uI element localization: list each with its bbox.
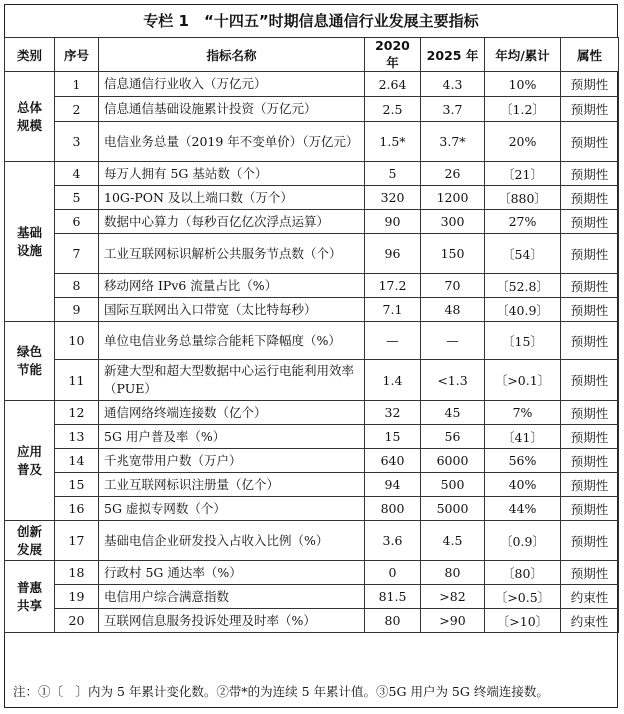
row-no: 15 bbox=[55, 473, 99, 497]
row-no: 14 bbox=[55, 449, 99, 473]
value-2025: >82 bbox=[421, 585, 485, 609]
indicator-name: 工业互联网标识解析公共服务节点数（个） bbox=[99, 234, 365, 274]
table-row bbox=[5, 425, 619, 449]
value-2020: 17.2 bbox=[365, 274, 421, 298]
indicator-name: 工业互联网标识注册量（亿个） bbox=[99, 473, 365, 497]
row-no: 1 bbox=[55, 72, 99, 97]
table-row bbox=[5, 401, 619, 425]
value-2020: 90 bbox=[365, 210, 421, 234]
indicator-name: 单位电信业务总量综合能耗下降幅度（%） bbox=[99, 322, 365, 360]
row-no: 4 bbox=[55, 162, 99, 186]
table-row bbox=[5, 561, 619, 585]
value-2020: 81.5 bbox=[365, 585, 421, 609]
header-2020: 2020 年 bbox=[365, 38, 421, 72]
value-2020: 94 bbox=[365, 473, 421, 497]
value-2025: <1.3 bbox=[421, 360, 485, 401]
panel-title: 专栏 1 “十四五”时期信息通信行业发展主要指标 bbox=[143, 12, 479, 30]
value-2020: 2.64 bbox=[365, 72, 421, 97]
value-2020: 800 bbox=[365, 497, 421, 521]
row-no: 8 bbox=[55, 274, 99, 298]
indicator-name: 电信用户综合满意指数 bbox=[99, 585, 365, 609]
avg-or-cumulative: 〔0.9〕 bbox=[485, 521, 561, 561]
value-2025: — bbox=[421, 322, 485, 360]
row-no: 18 bbox=[55, 561, 99, 585]
indicator-name: 数据中心算力（每秒百亿亿次浮点运算） bbox=[99, 210, 365, 234]
attribute: 预期性 bbox=[561, 210, 619, 234]
value-2025: 80 bbox=[421, 561, 485, 585]
avg-or-cumulative: 〔40.9〕 bbox=[485, 298, 561, 322]
avg-or-cumulative: 〔15〕 bbox=[485, 322, 561, 360]
table-row bbox=[5, 234, 619, 274]
indicator-name: 10G-PON 及以上端口数（万个） bbox=[99, 186, 365, 210]
attribute: 预期性 bbox=[561, 97, 619, 122]
avg-or-cumulative: 〔>0.5〕 bbox=[485, 585, 561, 609]
indicator-name: 千兆宽带用户数（万户） bbox=[99, 449, 365, 473]
value-2020: 3.6 bbox=[365, 521, 421, 561]
header-avg: 年均/累计 bbox=[485, 38, 561, 72]
attribute: 预期性 bbox=[561, 497, 619, 521]
value-2020: 7.1 bbox=[365, 298, 421, 322]
table-row bbox=[5, 186, 619, 210]
category-cell: 应用 普及 bbox=[5, 401, 55, 521]
category-cell: 创新 发展 bbox=[5, 521, 55, 561]
avg-or-cumulative: 10% bbox=[485, 72, 561, 97]
avg-or-cumulative: 〔80〕 bbox=[485, 561, 561, 585]
table-row bbox=[5, 449, 619, 473]
value-2025: 300 bbox=[421, 210, 485, 234]
value-2020: 5 bbox=[365, 162, 421, 186]
table-row bbox=[5, 609, 619, 633]
header-name: 指标名称 bbox=[99, 38, 365, 72]
attribute: 预期性 bbox=[561, 360, 619, 401]
row-no: 9 bbox=[55, 298, 99, 322]
table-row bbox=[5, 322, 619, 360]
indicator-name: 通信网络终端连接数（亿个） bbox=[99, 401, 365, 425]
value-2025: 4.3 bbox=[421, 72, 485, 97]
value-2020: 1.5* bbox=[365, 122, 421, 162]
indicator-name: 基础电信企业研发投入占收入比例（%） bbox=[99, 521, 365, 561]
row-no: 13 bbox=[55, 425, 99, 449]
table-row bbox=[5, 210, 619, 234]
indicator-name: 5G 虚拟专网数（个） bbox=[99, 497, 365, 521]
value-2020: 320 bbox=[365, 186, 421, 210]
row-no: 7 bbox=[55, 234, 99, 274]
table-row bbox=[5, 473, 619, 497]
avg-or-cumulative: 〔1.2〕 bbox=[485, 97, 561, 122]
indicator-name: 每万人拥有 5G 基站数（个） bbox=[99, 162, 365, 186]
row-no: 17 bbox=[55, 521, 99, 561]
table-row bbox=[5, 298, 619, 322]
attribute: 预期性 bbox=[561, 162, 619, 186]
row-no: 3 bbox=[55, 122, 99, 162]
attribute: 预期性 bbox=[561, 72, 619, 97]
table-row bbox=[5, 72, 619, 97]
header-row bbox=[5, 38, 619, 72]
avg-or-cumulative: 〔>0.1〕 bbox=[485, 360, 561, 401]
value-2020: 0 bbox=[365, 561, 421, 585]
value-2025: 500 bbox=[421, 473, 485, 497]
value-2025: >90 bbox=[421, 609, 485, 633]
avg-or-cumulative: 56% bbox=[485, 449, 561, 473]
value-2025: 56 bbox=[421, 425, 485, 449]
row-no: 2 bbox=[55, 97, 99, 122]
category-cell: 普惠 共享 bbox=[5, 561, 55, 633]
indicator-name: 信息通信行业收入（万亿元） bbox=[99, 72, 365, 97]
avg-or-cumulative: 〔880〕 bbox=[485, 186, 561, 210]
table-row bbox=[5, 521, 619, 561]
value-2025: 48 bbox=[421, 298, 485, 322]
value-2025: 26 bbox=[421, 162, 485, 186]
row-no: 6 bbox=[55, 210, 99, 234]
value-2020: 32 bbox=[365, 401, 421, 425]
attribute: 预期性 bbox=[561, 521, 619, 561]
attribute: 预期性 bbox=[561, 561, 619, 585]
row-no: 12 bbox=[55, 401, 99, 425]
value-2020: 2.5 bbox=[365, 97, 421, 122]
row-no: 10 bbox=[55, 322, 99, 360]
table-row bbox=[5, 497, 619, 521]
table-row bbox=[5, 360, 619, 401]
value-2020: 80 bbox=[365, 609, 421, 633]
avg-or-cumulative: 〔41〕 bbox=[485, 425, 561, 449]
attribute: 预期性 bbox=[561, 186, 619, 210]
avg-or-cumulative: 〔>10〕 bbox=[485, 609, 561, 633]
table-row bbox=[5, 122, 619, 162]
attribute: 预期性 bbox=[561, 401, 619, 425]
avg-or-cumulative: 〔52.8〕 bbox=[485, 274, 561, 298]
indicator-name: 移动网络 IPv6 流量占比（%） bbox=[99, 274, 365, 298]
indicator-name: 行政村 5G 通达率（%） bbox=[99, 561, 365, 585]
table-row bbox=[5, 274, 619, 298]
indicator-name: 信息通信基础设施累计投资（万亿元） bbox=[99, 97, 365, 122]
header-no: 序号 bbox=[55, 38, 99, 72]
avg-or-cumulative: 20% bbox=[485, 122, 561, 162]
value-2025: 45 bbox=[421, 401, 485, 425]
category-cell: 总体 规模 bbox=[5, 72, 55, 162]
attribute: 预期性 bbox=[561, 473, 619, 497]
row-no: 20 bbox=[55, 609, 99, 633]
row-no: 11 bbox=[55, 360, 99, 401]
value-2025: 4.5 bbox=[421, 521, 485, 561]
category-cell: 绿色 节能 bbox=[5, 322, 55, 401]
avg-or-cumulative: 〔54〕 bbox=[485, 234, 561, 274]
value-2020: 1.4 bbox=[365, 360, 421, 401]
table-row bbox=[5, 585, 619, 609]
value-2025: 70 bbox=[421, 274, 485, 298]
attribute: 预期性 bbox=[561, 425, 619, 449]
indicator-name: 电信业务总量（2019 年不变单价）（万亿元） bbox=[99, 122, 365, 162]
header-2025: 2025 年 bbox=[421, 38, 485, 72]
attribute: 预期性 bbox=[561, 234, 619, 274]
indicator-panel bbox=[4, 4, 618, 708]
avg-or-cumulative: 27% bbox=[485, 210, 561, 234]
attribute: 预期性 bbox=[561, 322, 619, 360]
avg-or-cumulative: 〔21〕 bbox=[485, 162, 561, 186]
avg-or-cumulative: 40% bbox=[485, 473, 561, 497]
value-2025: 5000 bbox=[421, 497, 485, 521]
attribute: 预期性 bbox=[561, 298, 619, 322]
indicator-name: 互联网信息服务投诉处理及时率（%） bbox=[99, 609, 365, 633]
value-2020: — bbox=[365, 322, 421, 360]
attribute: 约束性 bbox=[561, 609, 619, 633]
attribute: 预期性 bbox=[561, 274, 619, 298]
category-cell: 基础 设施 bbox=[5, 162, 55, 322]
value-2025: 6000 bbox=[421, 449, 485, 473]
header-attr: 属性 bbox=[561, 38, 619, 72]
indicator-name: 新建大型和超大型数据中心运行电能利用效率（PUE） bbox=[99, 360, 365, 401]
table-row bbox=[5, 97, 619, 122]
indicator-name: 国际互联网出入口带宽（太比特每秒） bbox=[99, 298, 365, 322]
avg-or-cumulative: 7% bbox=[485, 401, 561, 425]
indicator-name: 5G 用户普及率（%） bbox=[99, 425, 365, 449]
value-2025: 3.7 bbox=[421, 97, 485, 122]
table-row bbox=[5, 162, 619, 186]
row-no: 5 bbox=[55, 186, 99, 210]
footnote: 注：①〔 〕内为 5 年累计变化数。②带*的为连续 5 年累计值。③5G 用户为 5G 终端连接数。 bbox=[13, 684, 549, 699]
value-2020: 640 bbox=[365, 449, 421, 473]
attribute: 预期性 bbox=[561, 122, 619, 162]
row-no: 16 bbox=[55, 497, 99, 521]
avg-or-cumulative: 44% bbox=[485, 497, 561, 521]
value-2025: 3.7* bbox=[421, 122, 485, 162]
attribute: 约束性 bbox=[561, 585, 619, 609]
value-2025: 150 bbox=[421, 234, 485, 274]
row-no: 19 bbox=[55, 585, 99, 609]
indicators-table bbox=[4, 37, 619, 633]
attribute: 预期性 bbox=[561, 449, 619, 473]
value-2020: 15 bbox=[365, 425, 421, 449]
value-2020: 96 bbox=[365, 234, 421, 274]
value-2025: 1200 bbox=[421, 186, 485, 210]
header-category: 类别 bbox=[5, 38, 55, 72]
